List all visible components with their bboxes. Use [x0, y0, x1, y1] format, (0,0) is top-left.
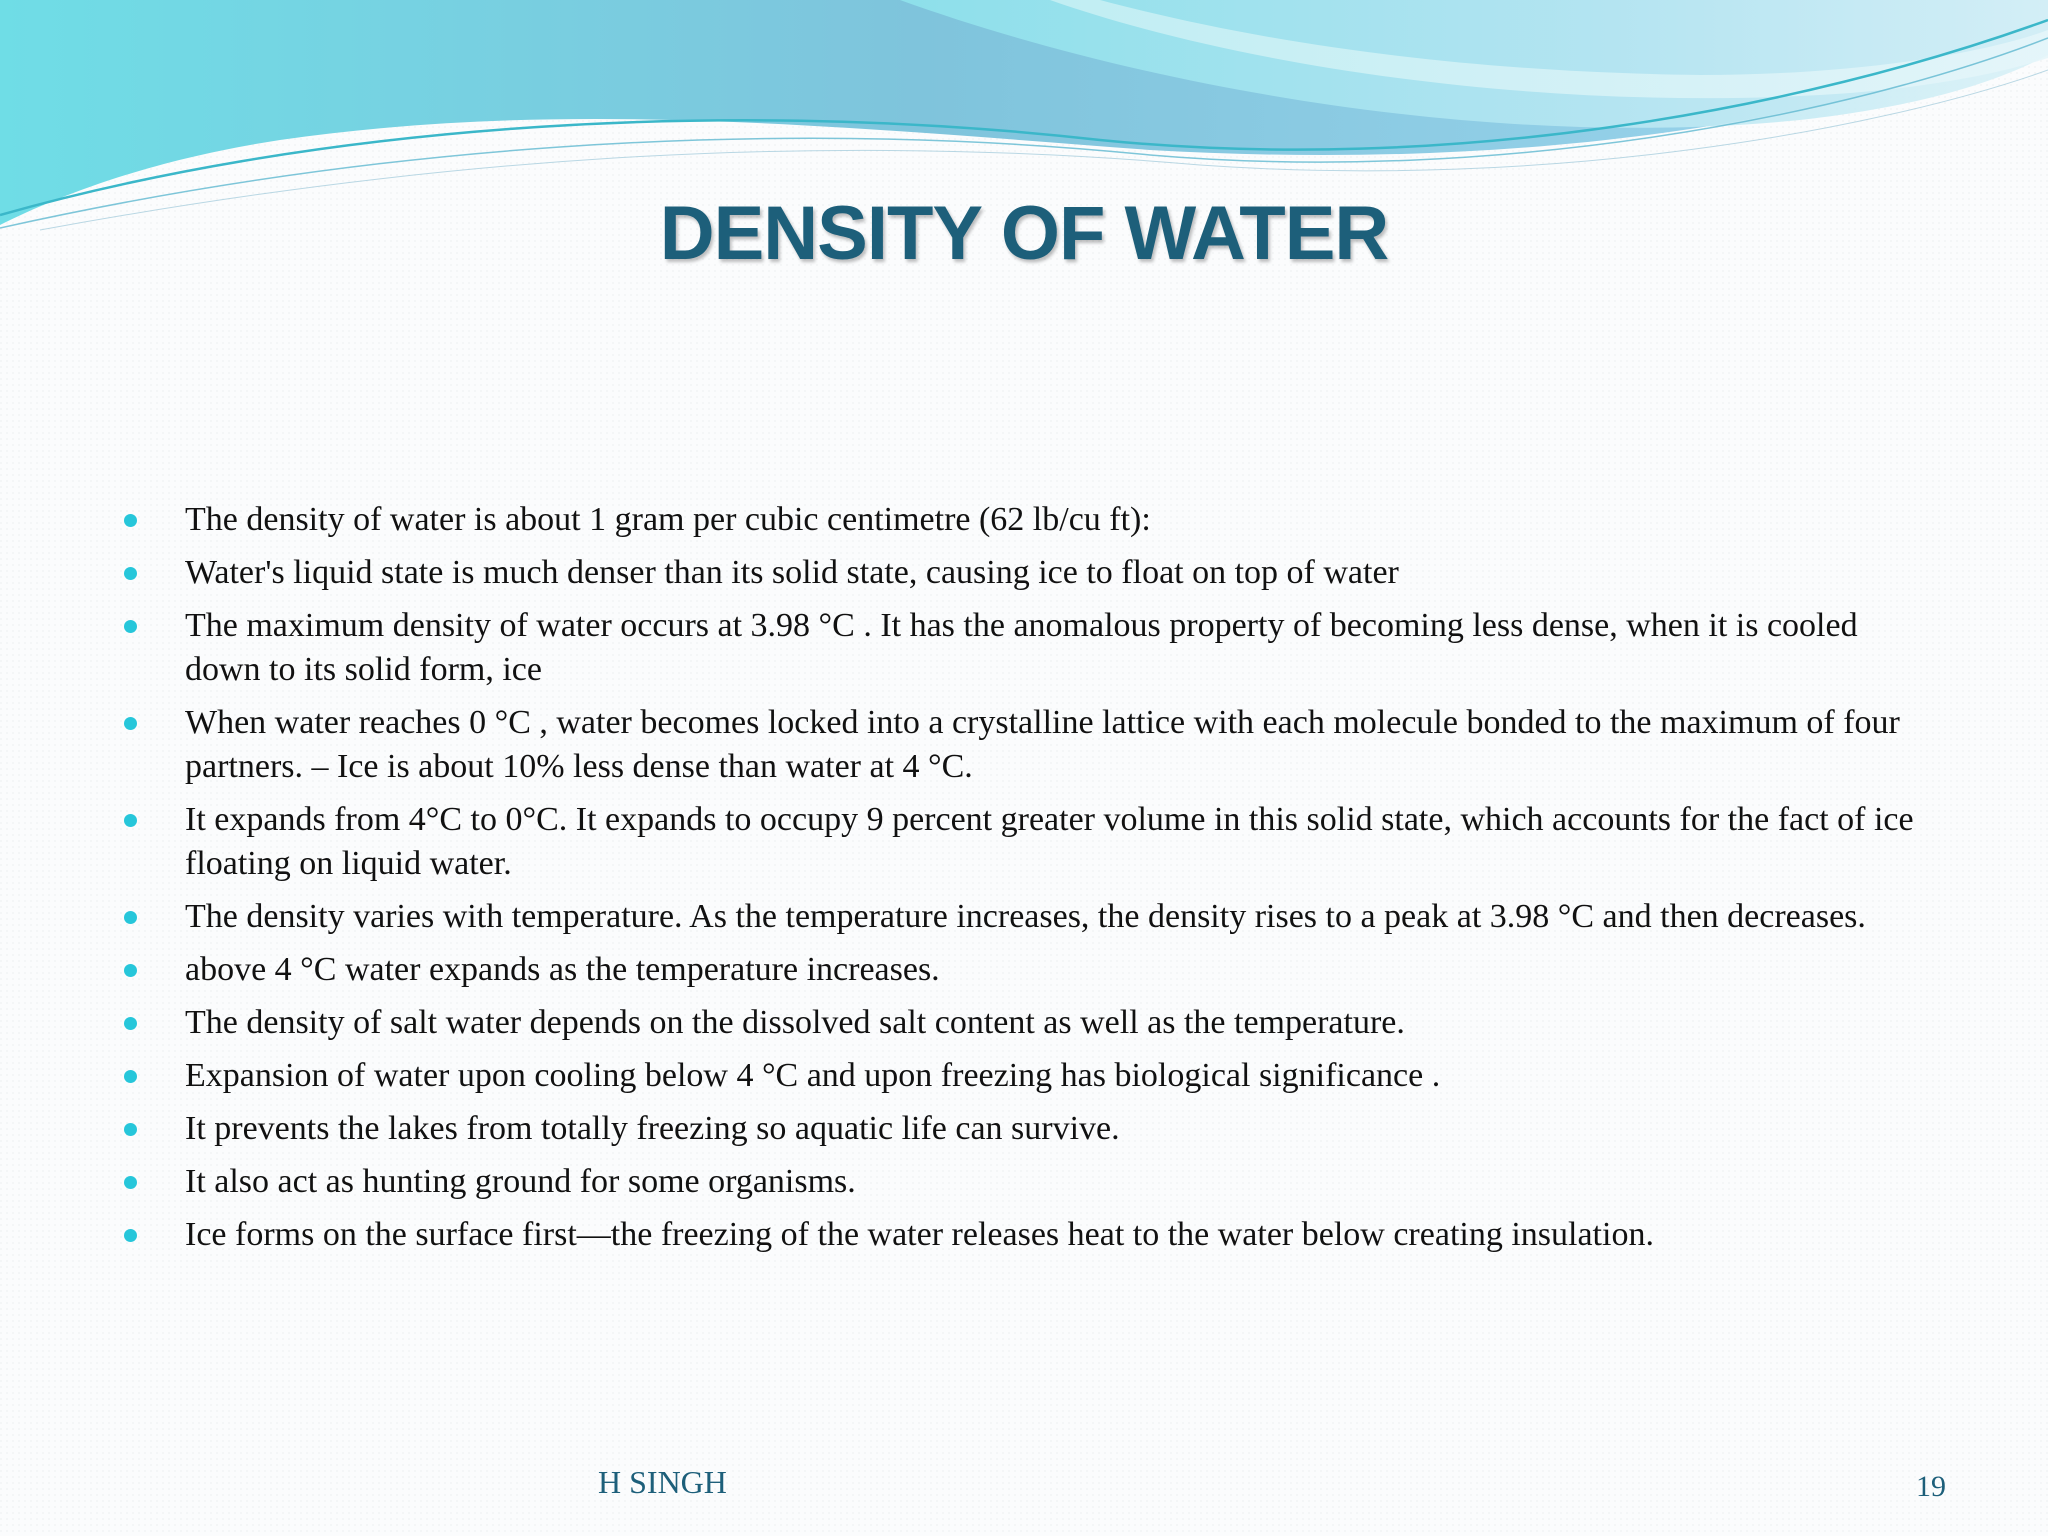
slide-title: DENSITY OF WATER [659, 191, 1389, 276]
bullet-item [118, 551, 1938, 595]
bullet-text: Expansion of water upon cooling below 4 °C and upon freezing has biological significance . [185, 1057, 1441, 1094]
bullet-dot-icon [124, 567, 137, 580]
bullet-dot-icon [124, 1017, 137, 1030]
bullet-item [118, 1160, 1938, 1204]
bullet-dot-icon [124, 1070, 137, 1083]
bullet-list [118, 498, 1938, 1266]
bullet-text: It expands from 4°C to 0°C. It expands to occupy 9 percent greater volume in this solid state, which accounts for the fact of ice floating on liquid water. [185, 801, 1914, 882]
bullet-item [118, 1213, 1938, 1257]
bullet-item [118, 604, 1938, 692]
bullet-item [118, 798, 1938, 886]
bullet-item [118, 1001, 1938, 1045]
page-number: 19 [1916, 1470, 1946, 1503]
bullet-item [118, 1107, 1938, 1151]
bullet-text: Water's liquid state is much denser than its solid state, causing ice to float on top of water [185, 554, 1399, 591]
bullet-text: It also act as hunting ground for some organisms. [185, 1163, 856, 1200]
bullet-text: Ice forms on the surface first—the freezing of the water releases heat to the water below creating insulation. [185, 1216, 1654, 1253]
bullet-item [118, 701, 1938, 789]
bullet-text: The density of salt water depends on the dissolved salt content as well as the temperature. [185, 1004, 1405, 1041]
bullet-dot-icon [124, 717, 137, 730]
bullet-item [118, 895, 1938, 939]
bullet-text: above 4 °C water expands as the temperature increases. [185, 951, 940, 988]
bullet-dot-icon [124, 1123, 137, 1136]
bullet-text: The density of water is about 1 gram per cubic centimetre (62 lb/cu ft): [185, 501, 1151, 538]
bullet-item [118, 948, 1938, 992]
footer-author: H SINGH [598, 1464, 727, 1500]
bullet-text: The density varies with temperature. As the temperature increases, the density rises to a peak at 3.98 °C and then decreases. [185, 898, 1866, 935]
bullet-dot-icon [124, 620, 137, 633]
bullet-text: It prevents the lakes from totally freezing so aquatic life can survive. [185, 1110, 1120, 1147]
bullet-text: The maximum density of water occurs at 3.98 °C . It has the anomalous property of becoming less dense, when it is cooled down to its solid form, ice [185, 607, 1858, 688]
bullet-item [118, 1054, 1938, 1098]
bullet-text: When water reaches 0 °C , water becomes locked into a crystalline lattice with each molecule bonded to the maximum of four partners. – Ice is about 10% less dense than water at 4 °C. [185, 704, 1900, 785]
bullet-item [118, 498, 1938, 542]
bullet-dot-icon [124, 814, 137, 827]
bullet-dot-icon [124, 911, 137, 924]
bullet-dot-icon [124, 514, 137, 527]
bullet-dot-icon [124, 1176, 137, 1189]
bullet-dot-icon [124, 964, 137, 977]
bullet-dot-icon [124, 1229, 137, 1242]
